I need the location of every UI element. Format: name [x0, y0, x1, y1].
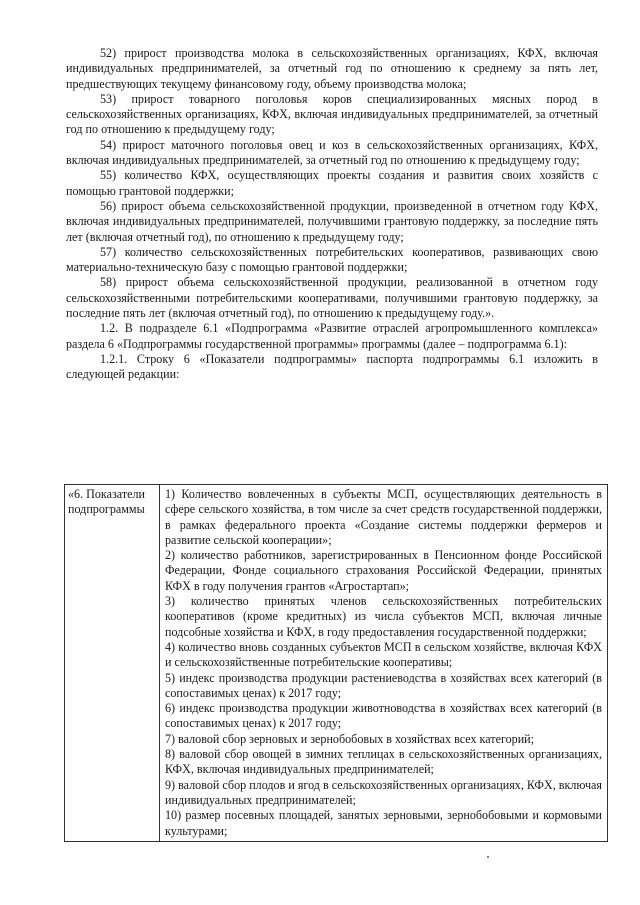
indicators-table [64, 484, 608, 842]
indicator-item-7: 7) валовой сбор зерновых и зернобобовых в хозяйствах всех категорий; [165, 731, 535, 746]
indicator-item-4: 4) количество вновь созданных субъектов МСП в сельском хозяйстве, включая КФХ и сельскохозяйственные потребительские кооперативы; [165, 639, 602, 670]
indicator-item-5: 5) индекс производства продукции растениеводства в хозяйствах всех категорий (в сопоставимых ценах) к 2017 году; [165, 670, 602, 700]
paragraph-52: 52) прирост производства молока в сельскохозяйственных организациях, КФХ, включая индивидуальных предпринимателей, за отчетный год по отношению к среднему за пять лет, предшествующих текущему финансовому году, объему производства молока; [66, 46, 598, 91]
indicator-item-2: 2) количество работников, зарегистрированных в Пенсионном фонде Российской Федерации, Фонде социального страхования Российской Федерации, принятых КФХ в году получения грантов «Агростартап»; [165, 548, 602, 593]
indicator-item-1: 1) Количество вовлеченных в субъекты МСП, осуществляющих деятельность в сфере сельского хозяйства, в том числе за счет средств государственной поддержки, в рамках федерального проекта «Создание системы поддержки фермеров и развитие сельской кооперации»; [165, 487, 602, 547]
paragraph-58: 58) прирост объема сельскохозяйственной продукции, реализованной в отчетном году сельскохозяйственными потребительскими кооперативами, получившими грантовую поддержку, за последние пять лет (включая отчетный год), по отношению к предыдущему году.». [66, 275, 598, 321]
indicator-item-6: 6) индекс производства продукции животноводства в хозяйствах всех категорий (в сопоставимых ценах) к 2017 году; [165, 701, 602, 731]
indicator-item-9: 9) валовой сбор плодов и ягод в сельскохозяйственных организациях, КФХ, включая индивидуальных предпринимателей; [165, 777, 602, 807]
indicator-label-cell: «6. Показатели подпрограммы [65, 485, 160, 842]
indicator-item-3: 3) количество принятых членов сельскохозяйственных потребительских кооперативов (кроме кредитных) из числа субъектов МСП, включая личные подсобные хозяйства и КФХ, в году предоставления государственной поддержки; [165, 594, 602, 639]
paragraph-1-2-1: 1.2.1. Строку 6 «Показатели подпрограммы» паспорта подпрограммы 6.1 изложить в следующей редакции: [66, 351, 598, 382]
indicator-item-10: 10) размер посевных площадей, занятых зерновыми, зернобобовыми и кормовыми культурами; [165, 808, 602, 838]
paragraph-53: 53) прирост товарного поголовья коров специализированных мясных пород в сельскохозяйственных организациях, КФХ, включая индивидуальных предпринимателей, за отчетный год по отношению к предыдущему году; [66, 91, 598, 137]
scan-speck [487, 856, 489, 858]
indicator-item-8: 8) валовой сбор овощей в зимних теплицах в сельскохозяйственных организациях, КФХ, включая индивидуальных предпринимателей; [165, 747, 602, 777]
table-row [65, 485, 608, 842]
paragraph-1-2: 1.2. В подразделе 6.1 «Подпрограмма «Развитие отраслей агропромышленного комплекса» раздела 6 «Подпрограммы государственной программы» программы (далее – подпрограмма 6.1): [66, 321, 598, 351]
paragraph-54: 54) прирост маточного поголовья овец и коз в сельскохозяйственных организациях, КФХ, включая индивидуальных предпринимателей, за отчетный год по отношению к предыдущему году; [66, 137, 598, 168]
paragraph-56: 56) прирост объема сельскохозяйственной продукции, произведенной в отчетном году КФХ, включая индивидуальных предпринимателей, получившими грантовую поддержку, за последние пять лет (включая отчетный год), по отношению к предыдущему году; [66, 198, 598, 244]
body-text [66, 46, 598, 383]
paragraph-57: 57) количество сельскохозяйственных потребительских кооперативов, развивающих свою материально-техническую базу с помощью грантовой поддержки; [66, 244, 598, 275]
indicator-items-cell [160, 485, 608, 842]
paragraph-55: 55) количество КФХ, осуществляющих проекты создания и развития своих хозяйств с помощью грантовой поддержки; [66, 168, 598, 198]
